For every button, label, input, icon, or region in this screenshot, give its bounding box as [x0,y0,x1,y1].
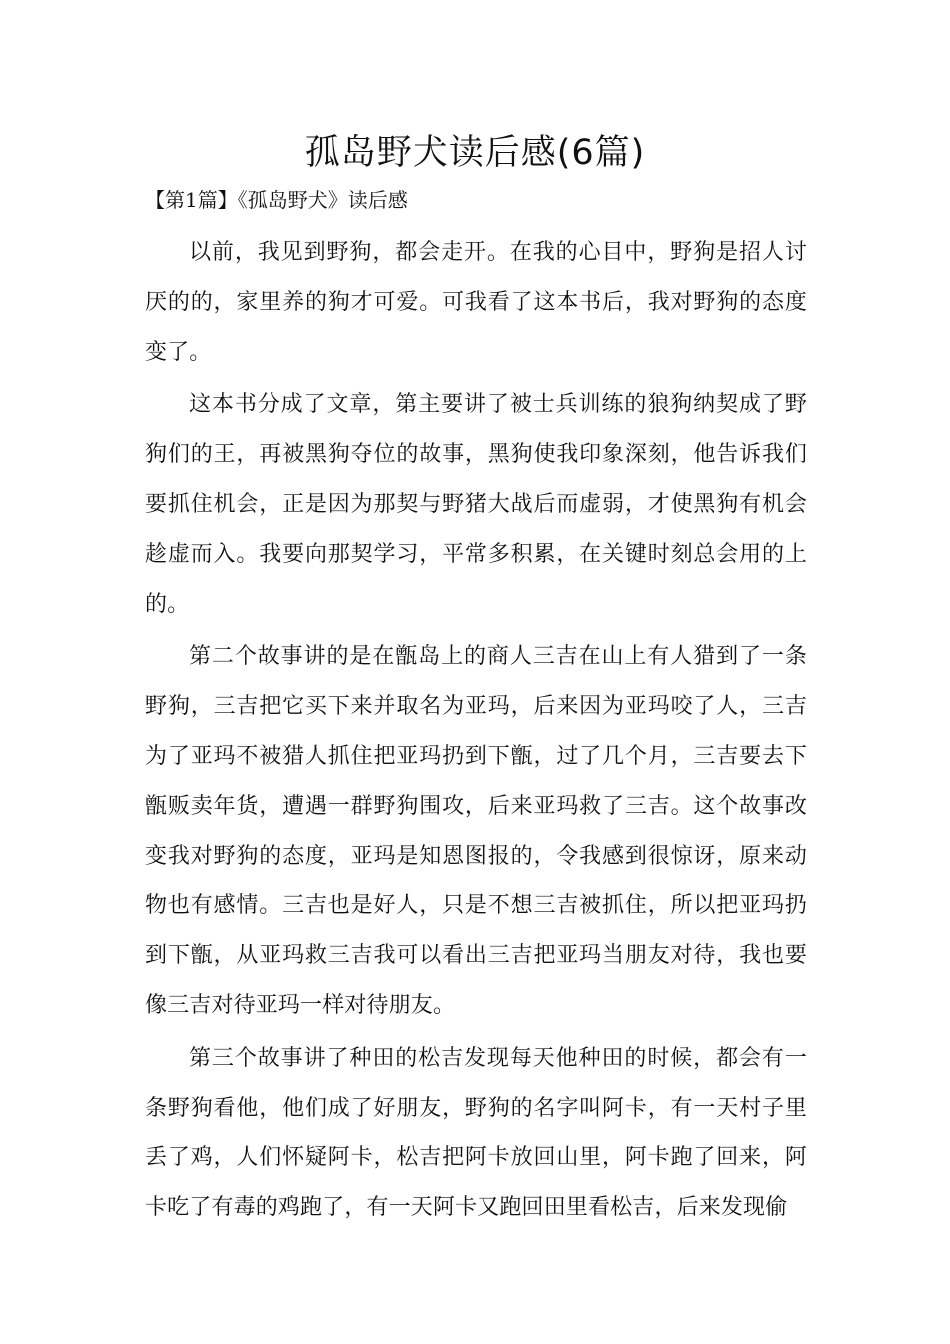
paragraph-4: 第三个故事讲了种田的松吉发现每天他种田的时候，都会有一条野狗看他，他们成了好朋友，野狗的名字叫阿卡，有一天村子里丢了鸡，人们怀疑阿卡，松吉把阿卡放回山里，阿卡跑了回来，阿卡吃了有毒的鸡跑了，有一天阿卡又跑回田里看松吉，后来发现偷 [145,1045,807,1221]
paragraph-3: 第二个故事讲的是在甑岛上的商人三吉在山上有人猎到了一条野狗，三吉把它买下来并取名为亚玛，后来因为亚玛咬了人，三吉为了亚玛不被猎人抓住把亚玛扔到下甑，过了几个月，三吉要去下甑贩卖年货，遭遇一群野狗围攻，后来亚玛救了三吉。这个故事改变我对野狗的态度，亚玛是知恩图报的，令我感到很惊讶，原来动物也有感情。三吉也是好人，只是不想三吉被抓住，所以把亚玛扔到下甑，从亚玛救三吉我可以看出三吉把亚玛当朋友对待，我也要像三吉对待亚玛一样对待朋友。 [145,644,807,1018]
document-body [145,228,807,1236]
paragraph-2: 这本书分成了文章，第主要讲了被士兵训练的狼狗纳契成了野狗们的王，再被黑狗夺位的故事，黑狗使我印象深刻，他告诉我们要抓住机会，正是因为那契与野猪大战后而虚弱，才使黑狗有机会趁虚而入。我要向那契学习，平常多积累，在关键时刻总会用的上的。 [145,392,807,617]
paragraph-1: 以前，我见到野狗，都会走开。在我的心目中，野狗是招人讨厌的的，家里养的狗才可爱。可我看了这本书后，我对野狗的态度变了。 [145,240,807,365]
section-heading: 【第1篇】《孤岛野犬》读后感 [145,188,408,212]
document-title: 孤岛野犬读后感(6篇) [304,133,646,173]
